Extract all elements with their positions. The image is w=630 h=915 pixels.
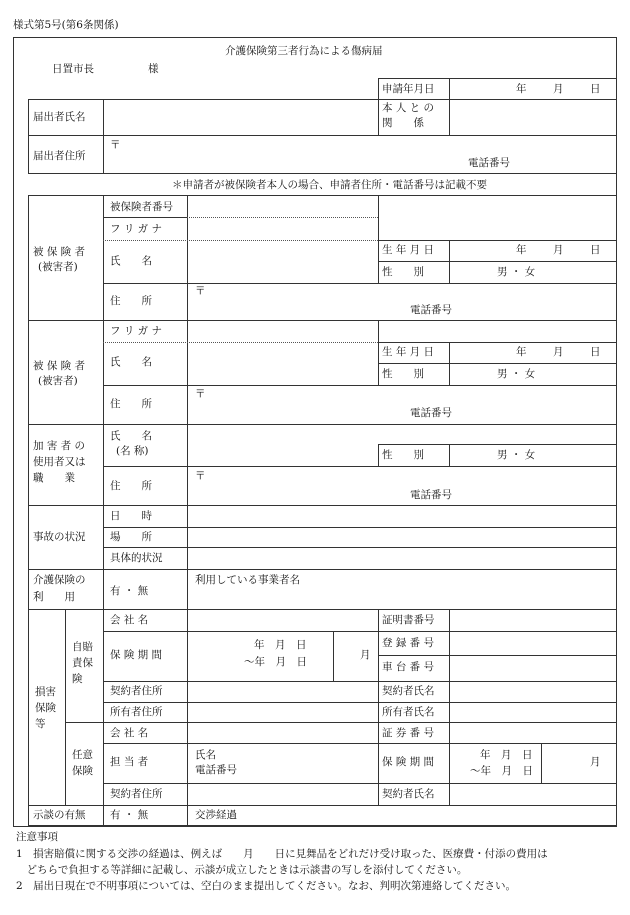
applicant-note: ＊申請者が被保険者本人の場合、申請者住所・電話番号は記載不要 [172,179,487,191]
application-date-label: 申請年月日 [382,83,435,95]
perpetrator-name-label: 氏 名 [110,430,152,442]
insured-section-sublabel: (被害者) [38,261,78,273]
registration-no-label: 登 録 番 号 [382,637,435,649]
insured-section-label: 被 保 険 者 [33,246,86,258]
postal-mark: 〒 [195,470,206,482]
compulsory-contract-address-label: 契約者住所 [110,685,163,697]
note-item-1: 1 損害賠償に関する交渉の経過は、例えば 月 日に見舞品をどれだけ受け取った、医療費・付添の費用は [16,848,548,860]
voluntary-company-label: 会 社 名 [110,727,149,739]
care-usage-label-1: 介護保険の [33,574,86,586]
compulsory-company-label: 会 社 名 [110,614,149,626]
postal-mark: 〒 [195,285,206,297]
staff-label: 担 当 者 [110,756,149,768]
relationship-label-2: 関 係 [382,117,424,129]
insured-number-label: 被保険者番号 [110,201,173,213]
insured-section-sublabel-2: (被害者) [38,375,78,387]
voluntary-period-from: 年 月 日 [480,749,533,761]
date-year: 年 [516,83,527,95]
contract-name-label: 契約者氏名 [382,685,435,697]
certificate-no-label: 証明書番号 [382,614,435,626]
voluntary-insurance-label-1: 任意 [72,749,93,761]
sex-label: 性 別 [382,266,424,278]
perpetrator-address-label: 住 所 [110,480,152,492]
insured-address-label: 住 所 [110,295,152,307]
accident-details-label: 具体的状況 [110,552,163,564]
accident-place-label: 場 所 [110,531,152,543]
postal-mark: 〒 [195,388,206,400]
settlement-label: 示談の有無 [33,809,86,821]
relationship-label-1: 本 人 と の [382,102,435,114]
insured-phone-label-2: 電話番号 [410,407,452,419]
applicant-name-label: 届出者氏名 [33,111,86,123]
furigana-label-2: フ リ ガ ナ [110,325,163,337]
accident-label: 事故の状況 [33,531,86,543]
settlement-options: 有 ・ 無 [110,809,149,821]
perpetrator-label-1: 加 害 者 の [33,440,86,452]
sex-options-2: 男 ・ 女 [497,368,536,380]
birth-year: 年 [516,244,527,256]
voluntary-period-months: 月 [590,756,601,768]
birth-day-2: 日 [590,346,601,358]
compulsory-insurance-label-2: 責保 [72,657,93,669]
insured-name-label: 氏 名 [110,255,152,267]
compulsory-insurance-label-1: 自賠 [72,641,93,653]
compulsory-period-label: 保 険 期 間 [110,649,163,661]
birth-month-2: 月 [553,346,564,358]
insured-phone-label: 電話番号 [410,304,452,316]
applicant-address-label: 届出者住所 [33,150,86,162]
insured-section-label-2: 被 保 険 者 [33,360,86,372]
care-provider-label: 利用している事業者名 [195,574,300,586]
date-day: 日 [590,83,601,95]
voluntary-contract-address-label: 契約者住所 [110,788,163,800]
birth-year-2: 年 [516,346,527,358]
chassis-no-label: 車 台 番 号 [382,661,435,673]
compulsory-period-to: ～年 月 日 [244,656,307,668]
care-usage-options: 有 ・ 無 [110,585,149,597]
voluntary-period-to: ～年 月 日 [470,765,533,777]
voluntary-period-label: 保 険 期 間 [382,756,435,768]
sex-options: 男 ・ 女 [497,266,536,278]
form-number: 様式第5号(第6条関係) [13,19,119,31]
note-item-2: 2 届出日現在で不明事項については、空白のまま提出してください。なお、判明次第連絡してください。 [16,880,516,892]
settlement-progress-label: 交渉経過 [195,809,237,821]
accident-datetime-label: 日 時 [110,510,152,522]
owner-address-label: 所有者住所 [110,706,163,718]
birthdate-label-2: 生 年 月 日 [382,346,435,358]
owner-name-label: 所有者氏名 [382,706,435,718]
staff-phone-label: 電話番号 [195,764,237,776]
compulsory-insurance-label-3: 険 [72,673,83,685]
perpetrator-label-3: 職 業 [33,472,75,484]
care-usage-label-2: 利 用 [33,591,75,603]
damage-insurance-label-3: 等 [35,718,46,730]
form-title: 介護保険第三者行為による傷病届 [225,45,383,57]
compulsory-period-months: 月 [360,649,371,661]
perpetrator-name-sublabel: (名 称) [116,445,149,457]
postal-mark: 〒 [110,139,121,151]
birth-day: 日 [590,244,601,256]
compulsory-period-from: 年 月 日 [254,639,307,651]
notes-heading: 注意事項 [16,831,58,843]
applicant-phone-label: 電話番号 [468,157,510,169]
date-month: 月 [553,83,564,95]
policy-no-label: 証 券 番 号 [382,727,435,739]
addressee: 日置市長 [52,63,94,75]
insured-address-label-2: 住 所 [110,398,152,410]
perpetrator-phone-label: 電話番号 [410,489,452,501]
furigana-label: フ リ ガ ナ [110,223,163,235]
birthdate-label: 生 年 月 日 [382,244,435,256]
perpetrator-label-2: 使用者又は [33,456,86,468]
perpetrator-sex-options: 男 ・ 女 [497,449,536,461]
honorific: 様 [148,63,159,75]
damage-insurance-label-1: 損害 [35,686,56,698]
perpetrator-sex-label: 性 別 [382,449,424,461]
sex-label-2: 性 別 [382,368,424,380]
note-item-1-cont: どちらで負担する等詳細に記載し、示談が成立したときは示談書の写しを添付してください。 [16,864,468,876]
insured-name-label-2: 氏 名 [110,356,152,368]
birth-month: 月 [553,244,564,256]
voluntary-insurance-label-2: 保険 [72,765,93,777]
damage-insurance-label-2: 保険 [35,702,56,714]
staff-name-label: 氏名 [195,749,216,761]
voluntary-contract-name-label: 契約者氏名 [382,788,435,800]
